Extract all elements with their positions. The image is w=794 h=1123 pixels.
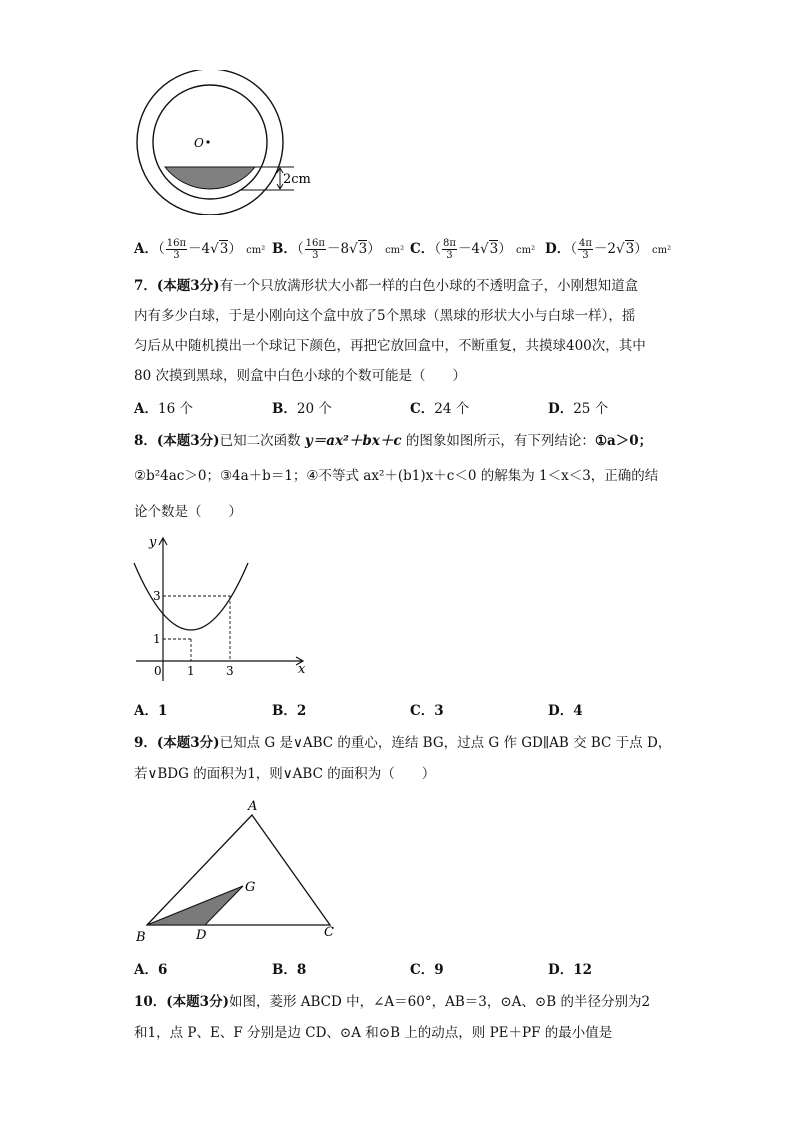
point-d: D xyxy=(196,928,207,943)
q10-score: (本题3分) xyxy=(166,994,229,1010)
q10-number: 10． xyxy=(134,994,167,1010)
q9-option-d: D．12 xyxy=(548,962,593,978)
q6-option-b: B．（ $\frac{16\pi}{3}$ －8√3） cm² xyxy=(272,238,405,261)
q9-number: 9． xyxy=(134,735,157,751)
vertex-a: A xyxy=(248,799,258,814)
y-axis-label: y xyxy=(149,535,157,550)
q8-option-a: A．1 xyxy=(134,703,168,719)
q7-number: 7． xyxy=(134,278,157,294)
dimension-label: 2cm xyxy=(283,172,311,187)
q7-line-4: 80 次摸到黑球，则盒中白色小球的个数可能是（ ） xyxy=(134,368,466,384)
q8-line-3: 论个数是（ ） xyxy=(134,504,242,520)
q8-option-d: D．4 xyxy=(548,703,583,719)
q8-option-c: C．3 xyxy=(410,703,444,719)
q7-score: (本题3分) xyxy=(156,278,220,294)
q6-option-d: D．（ $\frac{4\pi}{3}$ －2√3） cm² xyxy=(545,238,672,261)
q7-option-a: A．16 个 xyxy=(134,401,193,417)
q9-line-1: 9．(本题3分)已知点 G 是∨ABC 的重心，连结 BG，过点 G 作 GD∥AB 交 BC 于点 D， xyxy=(134,735,672,751)
center-point xyxy=(206,140,209,143)
q7-line-3: 匀后从中随机摸出一个球记下颜色，再把它放回盒中，不断重复，共摸球400次，其中 xyxy=(134,338,646,354)
q8-line-1: 8．(本题3分)已知二次函数 y＝ax²＋bx＋c 的图象如图所示，有下列结论：①a＞0； xyxy=(134,433,653,449)
q7-option-d: D．25 个 xyxy=(548,401,609,417)
q9-option-c: C．9 xyxy=(410,962,444,978)
x-tick-3: 3 xyxy=(226,664,234,678)
q8-score: (本题3分) xyxy=(156,433,220,449)
q9-line-2: 若∨BDG 的面积为1，则∨ABC 的面积为（ ） xyxy=(134,766,436,782)
x-tick-1: 1 xyxy=(187,664,195,678)
q9-option-b: B．8 xyxy=(272,962,307,978)
q6-option-a: A．（ $\frac{16\pi}{3}$ －4√3） cm² xyxy=(134,238,266,261)
y-tick-1: 1 xyxy=(153,632,161,646)
shaded-triangle-bdg xyxy=(147,886,243,925)
origin-label: 0 xyxy=(154,664,162,678)
q7-line-1: 7．(本题3分)有一个只放满形状大小都一样的白色小球的不透明盒子，小刚想知道盒 xyxy=(134,278,639,294)
shaded-segment xyxy=(165,167,255,189)
q8-option-b: B．2 xyxy=(272,703,307,719)
q10-line-2: 和1，点 P、E、F 分别是边 CD、⊙A 和⊙B 上的动点，则 PE＋PF 的最小值是 xyxy=(134,1025,613,1041)
q8-function: y＝ax²＋bx＋c xyxy=(304,433,402,449)
center-label: O xyxy=(194,136,204,150)
vertex-c: C xyxy=(324,925,334,940)
q6-option-c: C．（ $\frac{8\pi}{3}$ －4√3） cm² xyxy=(410,238,536,261)
q9-triangle-figure xyxy=(130,793,345,948)
q8-number: 8． xyxy=(134,433,157,449)
q9-option-a: A．6 xyxy=(134,962,168,978)
q6-circle-figure xyxy=(132,70,322,215)
outer-circle xyxy=(137,70,283,215)
q7-option-c: C．24 个 xyxy=(410,401,470,417)
q10-line-1: 10．(本题3分)如图，菱形 ABCD 中，∠A＝60°，AB＝3，⊙A、⊙B 的半径分别为2 xyxy=(134,994,651,1010)
point-g: G xyxy=(245,880,256,895)
q8-parabola-graph xyxy=(130,533,315,683)
q9-score: (本题3分) xyxy=(156,735,220,751)
q7-line-2: 内有多少白球，于是小刚向这个盒中放了5个黑球（黑球的形状大小与白球一样），摇 xyxy=(134,308,636,324)
parabola-curve xyxy=(134,563,248,630)
q7-option-b: B．20 个 xyxy=(272,401,332,417)
vertex-b: B xyxy=(136,930,146,945)
q8-line-2: ②b²4ac＞0；③4a＋b＝1；④不等式 ax²＋(b1)x＋c＜0 的解集为 1＜x＜3，正确的结 xyxy=(134,468,659,484)
x-axis-label: x xyxy=(298,662,306,677)
triangle-abc xyxy=(147,815,330,925)
y-tick-3: 3 xyxy=(153,589,161,603)
